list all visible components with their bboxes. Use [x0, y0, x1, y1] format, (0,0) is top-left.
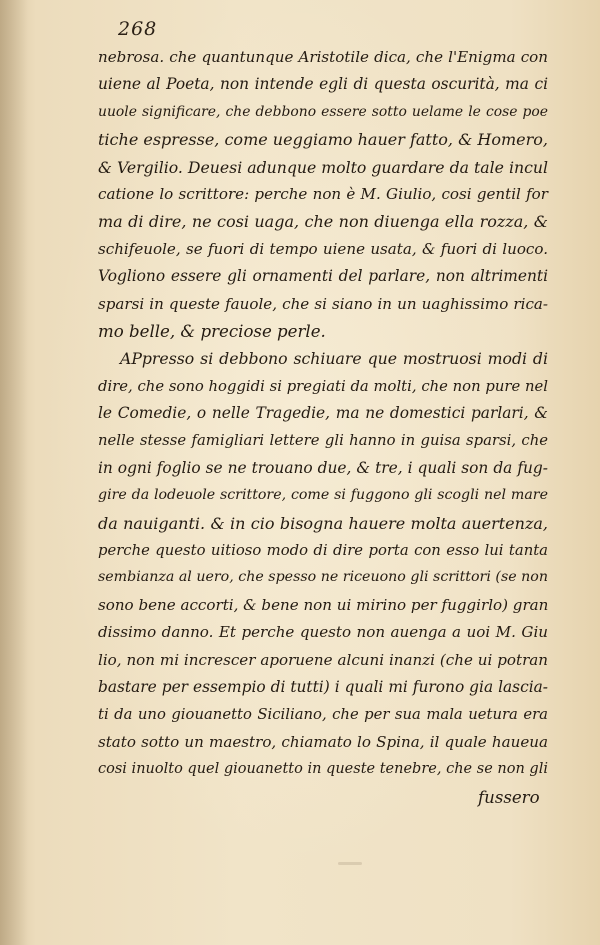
text-line-paragraph-end: mo belle, & preciose perle.: [98, 321, 326, 341]
text-line: le Comedie, o nelle Tragedie, ma ne domestici parlari, &: [98, 404, 548, 423]
binding-shadow: [0, 0, 28, 945]
body-text: [98, 44, 548, 811]
text-line: sono bene accorti, & bene non ui mirino per fuggirlo) gran: [98, 595, 549, 614]
text-line: tiche espresse, come ueggiamo hauer fatto, & Homero,: [98, 130, 548, 150]
text-line: Vogliono essere gli ornamenti del parlare, non altrimenti: [98, 267, 548, 286]
text-line: cosi inuolto quel giouanetto in queste tenebre, che se non gli: [98, 761, 548, 778]
text-line: perche questo uitioso modo di dire porta con esso lui tanta: [98, 542, 548, 560]
text-line: sembianza al uero, che spesso ne riceuono gli scrittori (se non: [98, 569, 548, 586]
ink-blemish: [338, 862, 362, 865]
text-line: nelle stesse famigliari lettere gli hanno in guisa sparsi, che: [98, 432, 548, 450]
text-line: nebrosa. che quantunque Aristotile dica, che l'Enigma con: [98, 48, 548, 66]
page-number: 268: [118, 18, 158, 40]
text-line: da nauiganti. & in cio bisogna hauere molta auertenza,: [98, 513, 548, 533]
catchword: fussero: [478, 787, 540, 807]
text-line: uiene al Poeta, non intende egli di questa oscurità, ma ci: [98, 75, 548, 94]
text-line: schifeuole, se fuori di tempo uiene usata, & fuori di luoco.: [98, 239, 548, 258]
text-line: gire da lodeuole scrittore, come si fuggono gli scogli nel mare: [98, 487, 548, 504]
text-line: sparsi in queste fauole, che si siano in un uaghissimo rica-: [98, 294, 548, 313]
text-line: dissimo danno. Et perche questo non auenga a uoi M. Giu: [98, 623, 548, 642]
text-line: lio, non mi increscer aporuene alcuni inanzi (che ui potran: [98, 650, 548, 669]
text-line-paragraph-start: APpresso si debbono schiuare que mostruosi modi di: [120, 349, 548, 369]
text-line: & Vergilio. Deuesi adunque molto guardare da tale incul: [98, 157, 548, 177]
text-line: catione lo scrittore: perche non è M. Giulio, cosi gentil for: [98, 184, 548, 203]
text-line: uuole significare, che debbono essere sotto uelame le cose poe: [98, 103, 548, 120]
text-line: dire, che sono hoggidi si pregiati da molti, che non pure nel: [98, 377, 548, 395]
text-line: bastare per essempio di tutti) i quali mi furono gia lascia-: [98, 677, 548, 696]
text-line: ti da uno giouanetto Siciliano, che per sua mala uetura era: [98, 706, 548, 724]
text-line: ma di dire, ne cosi uaga, che non diuenga ella rozza, &: [98, 212, 548, 232]
text-line: in ogni foglio se ne trouano due, & tre, i quali son da fug-: [98, 458, 548, 477]
text-line: stato sotto un maestro, chiamato lo Spina, il quale haueua: [98, 732, 548, 751]
